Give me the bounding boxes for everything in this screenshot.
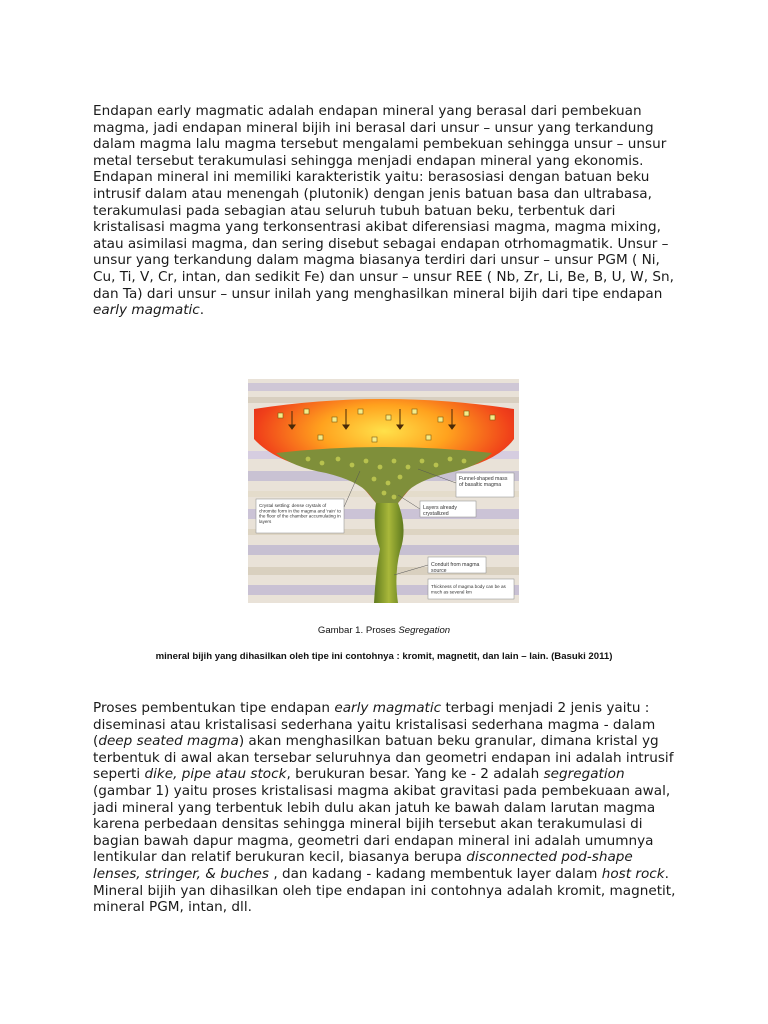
p2-text-6: , dan kadang - kadang membentuk layer dalam [269,865,602,882]
caption-prefix: Gambar 1. Proses [317,625,399,636]
label-layers-text: Layers already crystallized [423,505,458,517]
p2-italic-5: disconnected pod-shape lenses, stringer, & buches [93,849,633,882]
p2-text-4: , berukuran besar. Yang ke - 2 adalah [286,766,544,783]
label-funnel-text: Funnel-shaped mass of basaltic magma [459,476,508,488]
p2-italic-2: deep seated magma [98,733,239,750]
paragraph-1-end: . [199,302,205,319]
p2-text-7: . Mineral bijih yan dihasilkan oleh tipe endapan ini contohnya adalah kromit, magnetit, mineral PGM, intan, dll. [93,865,676,916]
p2-text-1: Proses pembentukan tipe endapan [93,700,335,716]
paragraph-2 [93,700,683,916]
label-funnel [456,473,514,497]
label-crystal [256,499,344,533]
segregation-figure [248,379,519,603]
label-thickness [428,579,514,599]
p2-italic-3: dike, pipe atau stock [144,766,287,783]
segregation-diagram [248,379,519,603]
p2-italic-1: early magmatic [334,700,442,716]
p2-italic-4: segregation [543,766,625,783]
p2-text-5: (gambar 1) yaitu proses kristalisasi magma akibat gravitasi pada pembekuaan awal, jadi mineral yang terbentuk lebih dulu akan jatuh ke bawah dalam larutan magma karena perbedaan densitas sehingga mineral bijih tersebut akan terakumulasi di bagian bawah dapur magma, geometri dari endapan mineral ini adalah umumnya lentikular dan relatif berukuran kecil, biasanya berupa [93,782,671,866]
figure-caption [0,625,768,636]
p2-text-2: terbagi menjadi 2 jenis yaitu : diseminasi atau kristalisasi sederhana yaitu kristalisasi sederhana magma - dalam ( [93,700,656,750]
paragraph-1-italic: early magmatic [93,302,200,319]
label-crystal-text: Crystal settling: dense crystals of chromite form in the magma and 'rain' to the floor of the chamber accumulating in layers [259,503,341,524]
p2-text-3: ) akan menghasilkan batuan beku granular, dimana kristal yg terbentuk di awal akan tersebar seluruhnya dan geometri endapan ini adalah intrusif seperti [93,733,674,783]
label-layers [420,501,476,517]
label-conduit [428,557,486,574]
figure-note: mineral bijih yang dihasilkan oleh tipe ini contohnya : kromit, magnetit, dan lain – lain. (Basuki 2011) [155,651,613,662]
label-thickness-text: Thickness of magma body can be as much as several km [431,584,506,595]
p2-italic-6: host rock [601,865,665,882]
paragraph-1 [93,103,683,319]
paragraph-1-text: Endapan early magmatic adalah endapan mineral yang berasal dari pembekuan magma, jadi endapan mineral bijih ini berasal dari unsur – unsur yang terkandung dalam magma lalu magma tersebut mengalami pembekuan sehingga unsur – unsur metal tersebut terakumulasi sehingga menjadi endapan mineral yang ekonomis. Endapan mineral ini memiliki karakteristik yaitu: berasosiasi dengan batuan beku intrusif dalam atau menengah (plutonik) dengan jenis batuan basa dan ultrabasa, terakumulasi pada sebagian atau seluruh tubuh batuan beku, terbentuk dari kristalisasi magma yang terkonsentrasi akibat diferensiasi magma, magma mixing, atau asimilasi magma, dan sering disebut sebagai endapan otrhomagmatik. Unsur – unsur yang terkandung dalam magma biasanya terdiri dari unsur – unsur PGM ( Ni, Cu, Ti, V, Cr, intan, dan sedikit Fe) dan unsur – unsur REE ( Nb, Zr, Li, Be, B, U, W, Sn, dan Ta) dari unsur – unsur inilah yang menghasilkan mineral bijih dari tipe endapan [93,103,674,302]
caption-italic: Segregation [398,625,451,636]
label-conduit-text: Conduit from magma source [431,562,480,574]
